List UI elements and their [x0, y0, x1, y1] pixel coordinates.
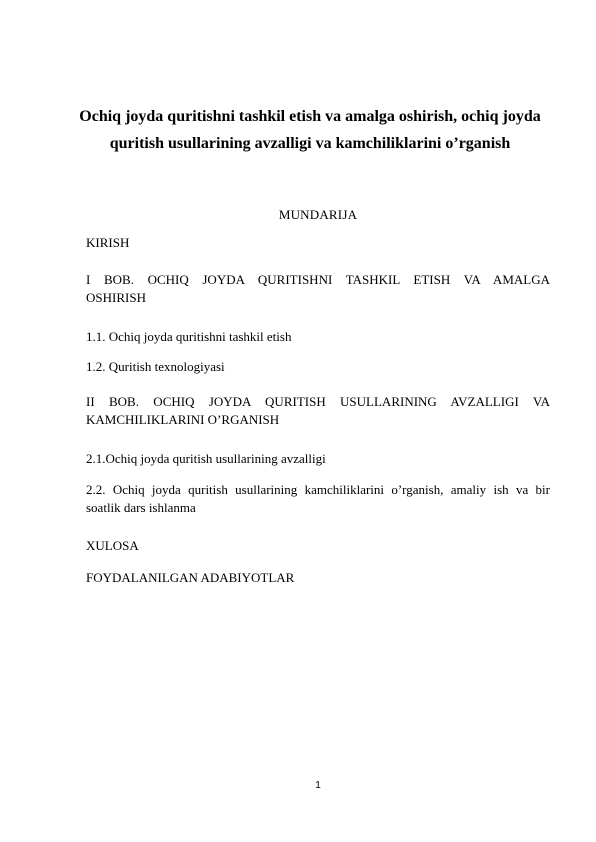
toc-entry-chapter-1: [86, 271, 550, 307]
toc-heading: MUNDARIJA: [278, 207, 358, 222]
page-number: 1: [315, 780, 321, 791]
toc-chapter-1-line-1: I BOB. OCHIQ JOYDA QURITISHNI TASHKIL ETISH VA AMALGA: [86, 272, 550, 287]
toc-entry-section-2-2: [86, 481, 550, 517]
document-title: [70, 103, 550, 157]
toc-entry-section-1-1: 1.1. Ochiq joyda quritishni tashkil etish: [86, 329, 292, 344]
toc-entry-references: FOYDALANILGAN ADABIYOTLAR: [86, 570, 295, 585]
toc-entry-chapter-2: [86, 393, 550, 429]
toc-entry-intro: KIRISH: [86, 235, 130, 250]
title-line-1: Ochiq joyda quritishni tashkil etish va amalga oshirish, ochiq joyda: [79, 108, 541, 125]
toc-section-2-2-line-1: 2.2. Ochiq joyda quritish usullarining kamchiliklarini o’rganish, amaliy ish va bir: [86, 482, 550, 497]
toc-entry-section-1-2: 1.2. Quritish texnologiyasi: [86, 359, 225, 374]
title-line-2: quritish usullarining avzalligi va kamchiliklarini o’rganish: [109, 135, 511, 152]
toc-section-2-2-line-2: soatlik dars ishlanma: [86, 500, 196, 515]
toc-chapter-2-line-2: KAMCHILIKLARINI O’RGANISH: [86, 412, 280, 427]
toc-chapter-2-line-1: II BOB. OCHIQ JOYDA QURITISH USULLARINING AVZALLIGI VA: [86, 394, 550, 409]
toc-entry-conclusion: XULOSA: [86, 538, 139, 553]
toc-chapter-1-line-2: OSHIRISH: [86, 290, 146, 305]
toc-entry-section-2-1: 2.1.Ochiq joyda quritish usullarining avzalligi: [86, 451, 326, 466]
